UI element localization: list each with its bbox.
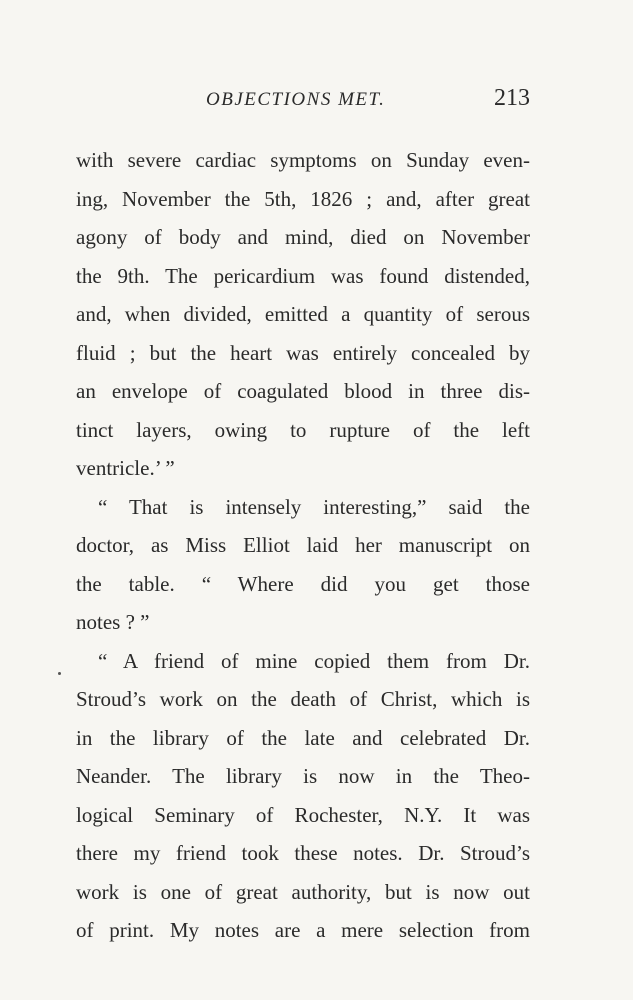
body-text: [76, 147, 530, 956]
text-line: tinct layers, owing to rupture of the left: [76, 417, 530, 442]
text-line: notes ? ”: [76, 610, 150, 634]
text-line: “ A friend of mine copied them from Dr.: [98, 648, 530, 673]
text-line: fluid ; but the heart was entirely concealed by: [76, 340, 530, 365]
text-line: Stroud’s work on the death of Christ, which is: [76, 687, 530, 711]
text-line: and, when divided, emitted a quantity of serous: [76, 302, 530, 326]
text-line: an envelope of coagulated blood in three dis-: [76, 379, 530, 403]
page-number: 213: [494, 85, 530, 111]
text-line: there my friend took these notes. Dr. Stroud’s: [76, 841, 530, 865]
margin-speck: [58, 672, 61, 675]
text-line: doctor, as Miss Elliot laid her manuscript on: [76, 533, 530, 557]
text-line: agony of body and mind, died on November: [76, 225, 530, 249]
text-line: Neander. The library is now in the Theo-: [76, 764, 530, 788]
running-title: OBJECTIONS MET.: [206, 89, 386, 110]
text-line: the table. “ Where did you get those: [76, 571, 530, 596]
text-line: with severe cardiac symptoms on Sunday even-: [76, 148, 530, 172]
text-line: ventricle.’ ”: [76, 456, 175, 480]
text-line: work is one of great authority, but is now out: [76, 879, 530, 904]
text-line: in the library of the late and celebrated Dr.: [76, 725, 530, 750]
text-line: “ That is intensely interesting,” said the: [98, 494, 530, 519]
text-line: logical Seminary of Rochester, N.Y. It was: [76, 802, 530, 827]
text-line: ing, November the 5th, 1826 ; and, after great: [76, 186, 530, 211]
running-head: [76, 85, 530, 118]
text-line: the 9th. The pericardium was found distended,: [76, 263, 530, 288]
text-line: of print. My notes are a mere selection from: [76, 918, 530, 942]
